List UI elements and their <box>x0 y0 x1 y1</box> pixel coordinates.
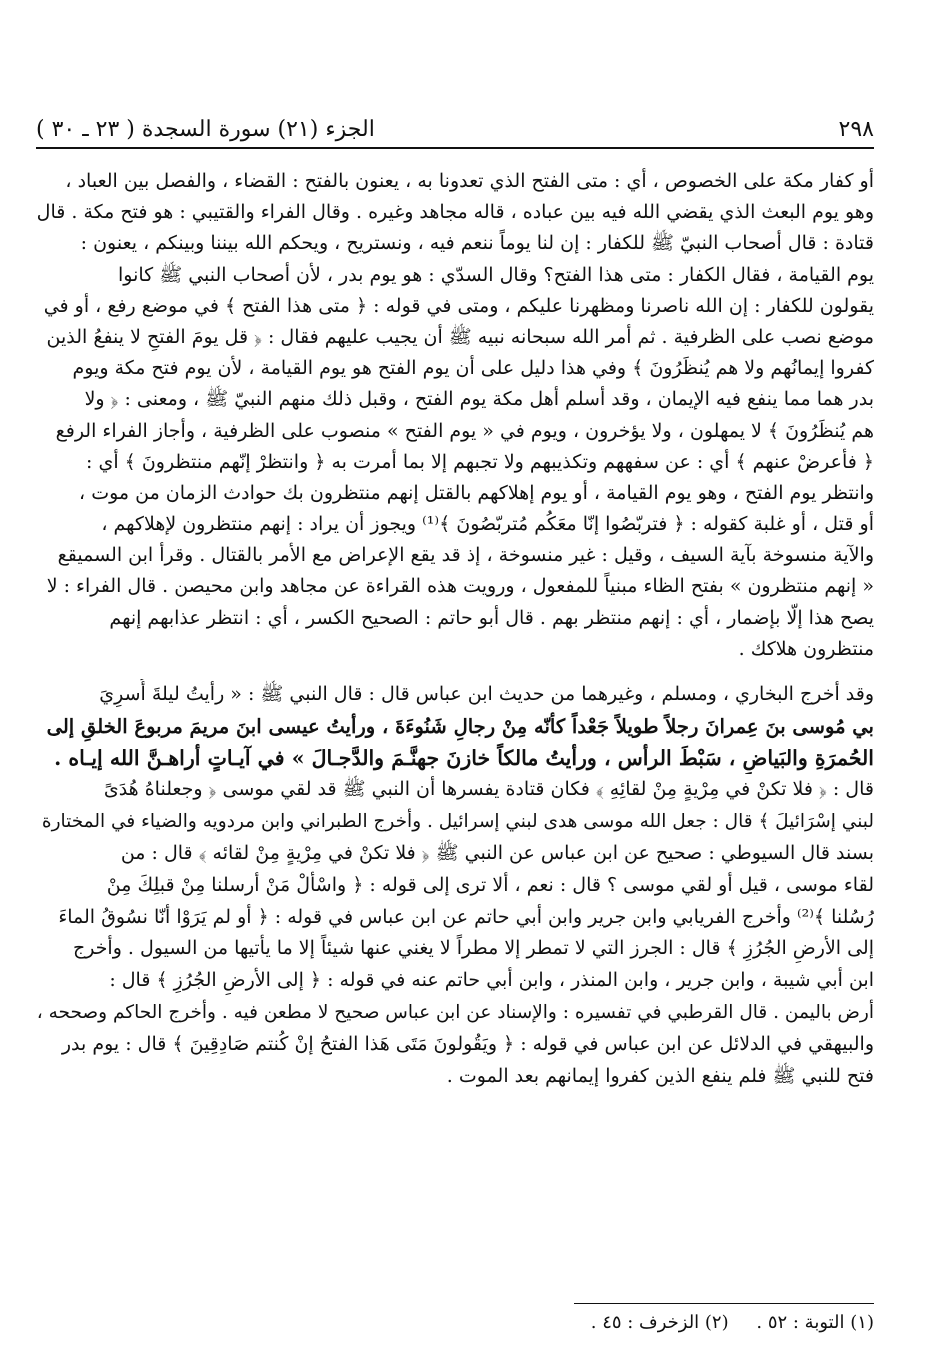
text-line: فتح للنبي ﷺ فلم ينفع الذين كفروا إيمانهم بعد الموت . <box>446 1064 874 1087</box>
text-line: ﴿ فأعرضْ عنهم ﴾ أي : عن سفههم وتكذيبهم ولا تجبهم إلا بما أمرت به ﴿ وانتظرْ إنّهم منتظرونَ ﴾ أي : <box>86 450 874 473</box>
text-line: منتظرون هلاكك . <box>738 637 874 660</box>
text-line: وهو يوم البعث الذي يقضي الله فيه بين عباده ، قاله مجاهد وغيره . وقال الفراء والقتيبي : هو فتح مكة . قال <box>36 201 874 224</box>
text-line: « إنهم منتظرون » بفتح الظاء مبنياً للمفعول ، ورويت هذه القراءة عن مجاهد وابن محيصن . قال الفراء : لا <box>46 575 874 598</box>
commentary-paragraph <box>36 166 874 665</box>
text-line: إلى الأرضِ الجُرُزِ ﴾ قال : الجرز التي لا تمطر إلا مطراً لا يغني عنها شيئاً إلا ما يأتيها من السيول . وأخرج <box>72 937 874 960</box>
hadith-paragraph <box>36 679 874 1092</box>
page-body <box>36 166 874 1092</box>
footnote-2: (٢) الزخرف : ٤٥ . <box>590 1312 729 1333</box>
footnote-1: (١) التوبة : ٥٢ . <box>756 1312 874 1333</box>
footnotes <box>74 1310 874 1336</box>
text-line: وقد أخرج البخاري ، ومسلم ، وغيرهما من حديث ابن عباس قال : قال النبي ﷺ : « رأيتُ ليلةَ أُسرِيَ <box>99 683 874 705</box>
text-line: بسند قال السيوطي : صحيح عن ابن عباس عن النبي ﷺ ﴿ فلا تكنْ في مِرْيةٍ مِنْ لقائه ﴾ قال : من <box>120 841 874 864</box>
text-line: لبني إسْرَائيلَ ﴾ قال : جعل الله موسى هدى لبني إسرائيل . وأخرج الطبراني وابن مردويه والضياء في المختارة <box>41 811 874 833</box>
text-line: كفروا إيمانُهم ولا هم يُنظَرُونَ ﴾ وفي هذا دليل على أن يوم الفتح هو يوم القيامة ، لأن يوم فتح مكة ويوم <box>72 357 874 380</box>
footnote-divider <box>574 1303 874 1304</box>
running-title: الجزء (٢١) سورة السجدة ( ٢٣ ـ ٣٠ ) <box>36 116 375 142</box>
text-line: أرض باليمن . قال القرطبي في تفسيره : والإسناد عن ابن عباس صحيح لا مطعن فيه . وأخرج الحاكم وصححه ، <box>36 1001 874 1023</box>
text-line: موضع نصب على الظرفية . ثم أمر الله سبحانه نبيه ﷺ أن يجيب عليهم فقال : ﴿ قل يومَ الفتحِ لا ينفعُ الذين <box>46 325 874 348</box>
page-header <box>36 112 874 146</box>
text-line: يصح هذا إلّا بإضمار ، أي : إنهم منتظر بهم . قال أبو حاتم : الصحيح الكسر ، أي : انتظر عذابهم إنهم <box>109 606 874 629</box>
text-line: أو قتل ، أو غلبة كقوله : ﴿ فتربّصُوا إنّا معَكُم مُتربّصُونَ ﴾⁽¹⁾ ويجوز أن يراد : إنهم منتظرون لإهلاكهم ، <box>101 513 874 536</box>
quoted-line: الحُمرَةِ والبَياضِ ، سَبْطَ الرأس ، ورأيتُ مالكاً خازنَ جهنَّـمَ والدَّجـالَ » في آيـاتٍ أراهـنَّ الله إيـاه . <box>54 745 874 770</box>
text-line: والبيهقي في الدلائل عن ابن عباس في قوله : ﴿ ويَقُولونَ مَتَى هَذا الفتحُ إنْ كُنتم صَادِقِينَ ﴾ قال : يوم بدر <box>61 1032 874 1055</box>
text-line: بدر هما مما ينفع فيه الإيمان ، وقد أسلم أهل مكة يوم الفتح ، وقبل ذلك منهم النبيّ ﷺ ، ومعنى : ﴿ ولا <box>84 388 874 411</box>
text-line: قتادة : قال أصحاب النبيّ ﷺ للكفار : إن لنا يوماً ننعم فيه ، ونستريح ، ويحكم الله بيننا وبينكم ، يعنون : <box>80 232 874 255</box>
text-line: وانتظر يوم الفتح ، وهو يوم القيامة ، أو يوم إهلاكهم بالقتل إنهم منتظرون بك حوادث الزمان من موت ، <box>79 481 874 504</box>
text-line: ابن أبي شيبة ، وابن جرير ، وابن المنذر ، وابن أبي حاتم عنه في قوله : ﴿ إلى الأرضِ الجُرُزِ ﴾ قال : <box>109 969 874 992</box>
text-line: رُسُلنا ﴾⁽²⁾ وأخرج الفريابي وابن جرير وابن أبي حاتم عن ابن عباس في قوله : ﴿ أو لم يَرَوْا أنّا نسُوقُ الماءَ <box>58 905 874 928</box>
text-line: هم يُنظَرُونَ ﴾ لا يمهلون ، ولا يؤخرون ، ويوم في « يوم الفتح » منصوب على الظرفية ، وأجاز الفراء الرفع <box>55 419 874 442</box>
text-line: والآية منسوخة بآية السيف ، وقيل : غير منسوخة ، إذ قد يقع الإعراض مع الأمر بالقتال . وقرأ ابن السميقع <box>57 544 874 567</box>
quoted-line: بي مُوسى بنَ عِمرانَ رجلاً طويلاً جَعْداً كأنّه مِنْ رجالِ شَنُوءَةَ ، ورأيتُ عيسى ابنَ مريمَ مربوعَ الخلقِ إلى <box>46 714 874 738</box>
text-line: يقولون للكفار : إن الله ناصرنا ومظهرنا عليكم ، ومتى في قوله : ﴿ متى هذا الفتح ﴾ في موضع رفع ، أو في <box>43 294 874 317</box>
text-line: قال : ﴿ فلا تكنْ في مِرْيةٍ مِنْ لقائِهِ ﴾ فكان قتادة يفسرها أن النبي ﷺ قد لقي موسى ﴿ وجعلناهُ هُدَىً <box>103 778 874 801</box>
text-line: يوم القيامة ، فقال الكفار : متى هذا الفتح؟ وقال السدّي : هو يوم بدر ، لأن أصحاب النبي ﷺ كانوا <box>117 263 874 286</box>
text-line: أو كفار مكة على الخصوص ، أي : متى الفتح الذي تعدونا به ، يعنون بالفتح : القضاء ، والفصل بين العباد ، <box>65 170 874 192</box>
page-number: ٢٩٨ <box>838 116 874 142</box>
header-divider <box>36 147 874 149</box>
text-line: لقاء موسى ، قيل أو لقي موسى ؟ قال : نعم ، ألا ترى إلى قوله : ﴿ واسْألْ مَنْ أرسلنا مِنْ قبلِكَ مِنْ <box>106 873 874 896</box>
